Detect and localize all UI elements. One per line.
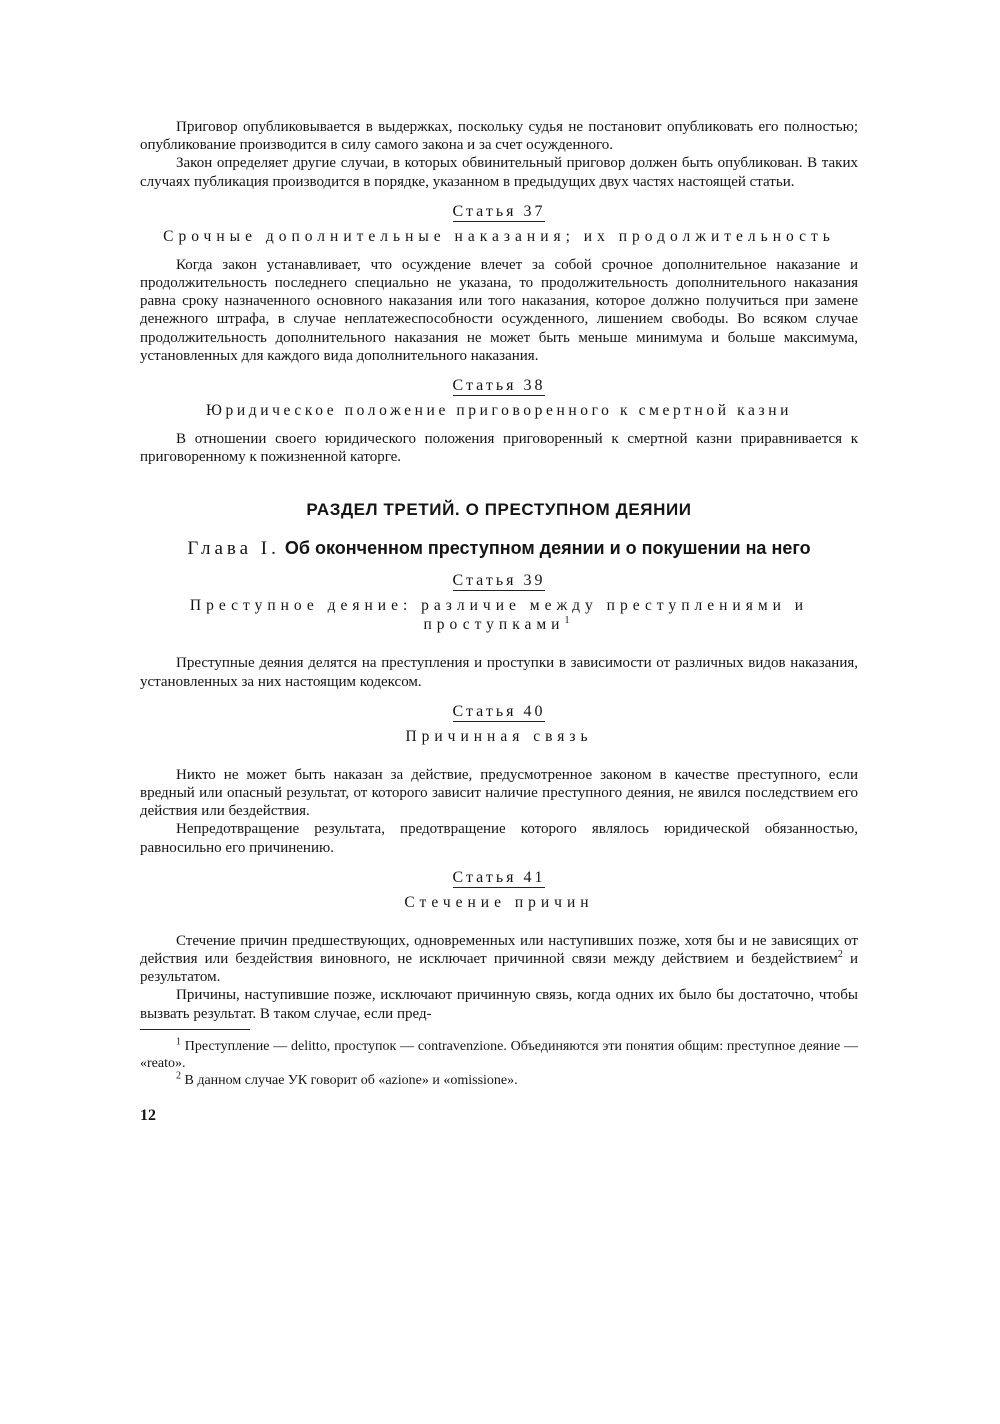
- chapter-name: Об оконченном преступном деянии и о покушении на него: [284, 538, 811, 559]
- page-number: 12: [140, 1106, 156, 1124]
- article-40-text-2: Непредотвращение результата, предотвращение которого являлось юридической обязанностью, равносильно его причинению.: [140, 821, 858, 856]
- article-41-heading: Статья 41: [452, 868, 546, 886]
- article-40-heading: Статья 40: [452, 702, 546, 720]
- article-39-heading: Статья 39: [452, 572, 546, 590]
- article-37-title: Срочные дополнительные наказания; их продолжительность: [163, 227, 835, 245]
- article-40-title: Причинная связь: [405, 727, 593, 745]
- article-37-heading: Статья 37: [452, 202, 546, 220]
- chapter-title: [140, 538, 858, 560]
- article-41-title: Стечение причин: [404, 893, 594, 911]
- article-39-text: Преступные деяния делятся на преступления и проступки в зависимости от различных видов наказания, установленных за них настоящим кодексом.: [140, 655, 858, 690]
- article-37-text: Когда закон устанавливает, что осуждение влечет за собой срочное дополнительное наказание и продолжительность последнего специально не указана, то продолжительность дополнительного наказания равна сроку назначенного основного наказания или того наказания, которое должно получиться при замене денежного штрафа, в случае неплатежеспособности осужденного, лишением свободы. Во всяком случае продолжительность дополнительного наказания не может быть меньше минимума и больше максимума, установленных для каждого вида дополнительного наказания.: [140, 256, 858, 364]
- article-41-text-2: Причины, наступившие позже, исключают причинную связь, когда одних их было бы достаточно, чтобы вызвать результат. В таком случае, если пред-: [140, 987, 858, 1022]
- article-38-title: Юридическое положение приговоренного к смертной казни: [206, 402, 792, 420]
- footnote-2: $^2$ В данном случае УК говорит об «azione» и «omissione».: [176, 1070, 518, 1088]
- article-39-title: Преступное деяние: различие между преступлениями и проступками$^1$: [189, 597, 809, 634]
- article-41-text-1: Стечение причин предшествующих, одновременных или наступивших позже, хотя бы и не зависящих от действия или бездействия виновного, не исключает причинной связи между действием и бездействием$^2$ и результатом.: [140, 932, 858, 986]
- intro-paragraph-2: Закон определяет другие случаи, в которых обвинительный приговор должен быть опубликован. В таких случаях публикация производится в порядке, указанном в предыдущих двух частях настоящей статьи.: [140, 155, 858, 190]
- chapter-prefix: Глава I.: [187, 538, 280, 560]
- section-title: РАЗДЕЛ ТРЕТИЙ. О ПРЕСТУПНОМ ДЕЯНИИ: [306, 500, 692, 520]
- footnote-divider: [140, 1029, 250, 1030]
- footnote-1: $^1$ Преступление — delitto, проступок — contravenzione. Объединяются эти понятия общим: преступное деяние — «reato».: [140, 1036, 858, 1071]
- article-40-text-1: Никто не может быть наказан за действие, предусмотренное законом в качестве преступного, если вредный или опасный результат, от которого зависит наличие преступного деяния, не явился последствием его действия или бездействия.: [140, 766, 858, 820]
- intro-paragraph-1: Приговор опубликовывается в выдержках, поскольку судья не постановит опубликовать его полностью; опубликование производится в силу самого закона и за счет осужденного.: [140, 119, 858, 154]
- article-38-heading: Статья 38: [452, 377, 546, 395]
- document-page: [140, 118, 858, 1125]
- footnote-ref-1: 1: [564, 615, 575, 627]
- article-38-text: В отношении своего юридического положения приговоренный к смертной казни приравнивается к приговоренному к пожизненной каторге.: [140, 431, 858, 466]
- footnote-ref-2: 2: [837, 949, 843, 961]
